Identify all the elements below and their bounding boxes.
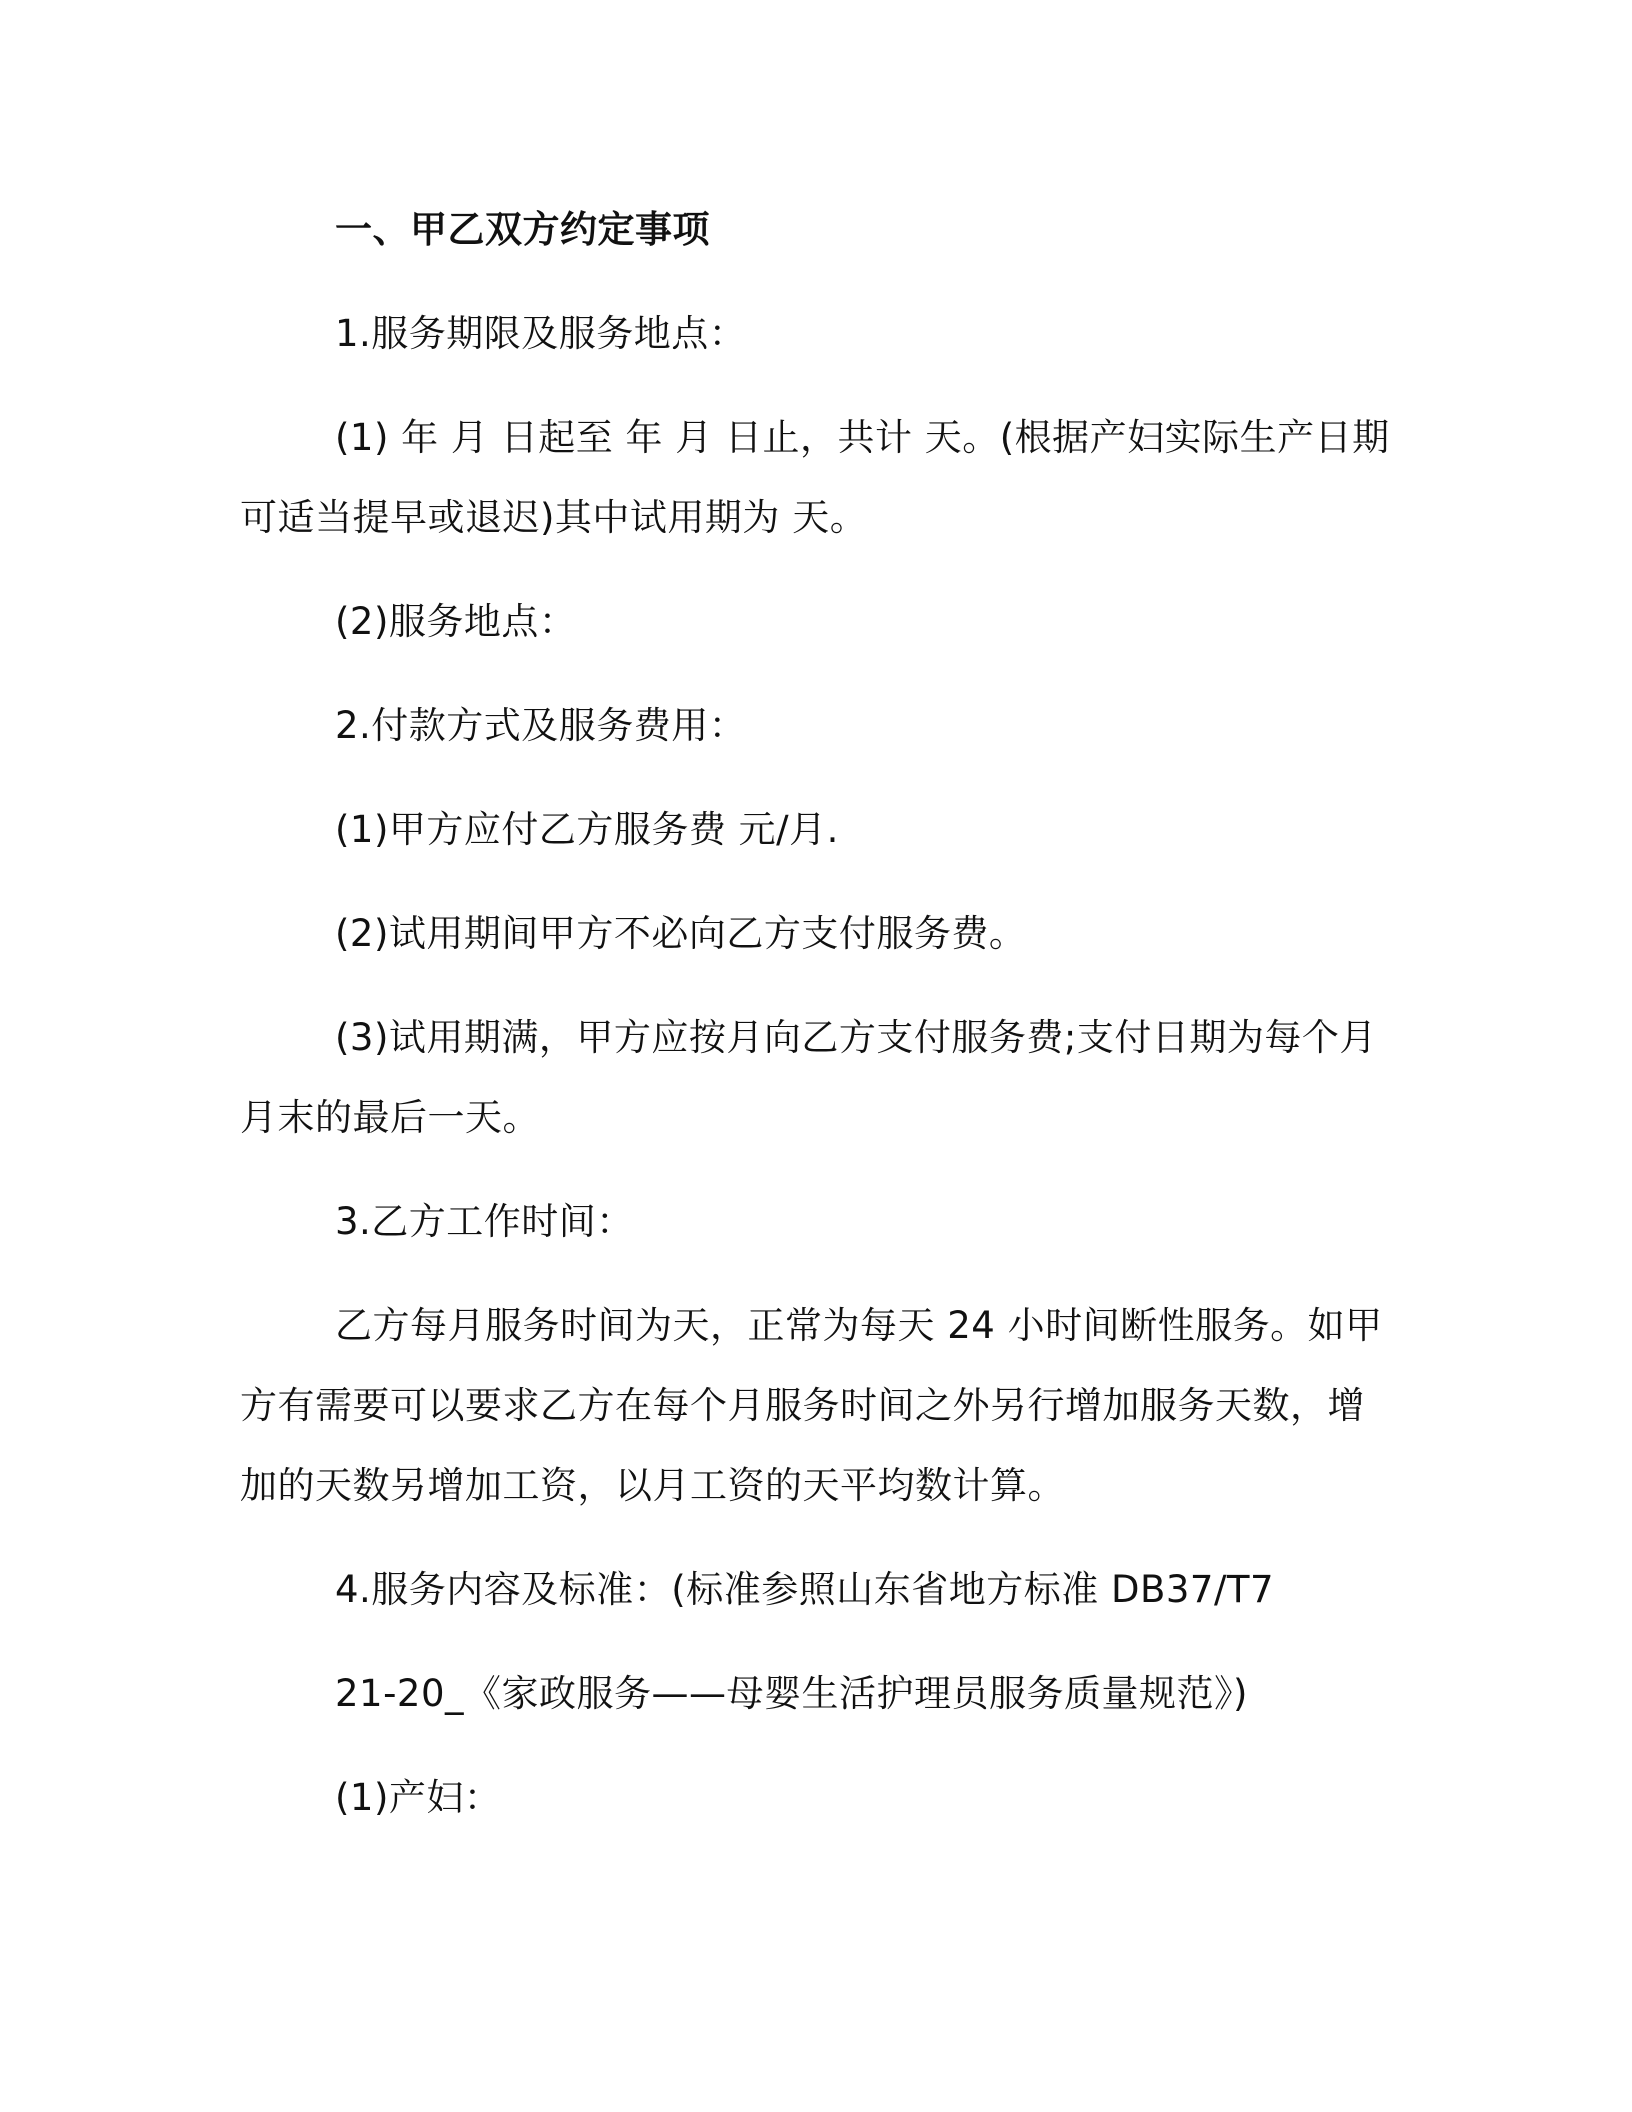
clause-2-title: 2.付款方式及服务费用： — [335, 704, 747, 747]
clause-2-item-1: (1)甲方应付乙方服务费 元/月. — [335, 808, 839, 851]
clause-1-item-2: (2)服务地点： — [335, 600, 577, 643]
clause-1-item-1: (1) 年 月 日起至 年 月 日止，共计 天。(根据产妇实际生产日期可适当提早或退迟)其中试用期为 天。 — [240, 416, 1390, 539]
clause-4-standard: 21-20_《家政服务——母婴生活护理员服务质量规范》) — [335, 1672, 1248, 1715]
clause-1-title: 1.服务期限及服务地点： — [335, 312, 747, 355]
clause-4-title: 4.服务内容及标准：(标准参照山东省地方标准 DB37/T7 — [335, 1568, 1275, 1611]
clause-4-item-1: (1)产妇： — [335, 1776, 502, 1819]
clause-3-title: 3.乙方工作时间： — [335, 1200, 634, 1243]
clause-2-item-2: (2)试用期间甲方不必向乙方支付服务费。 — [335, 912, 1027, 955]
section-heading: 一、甲乙双方约定事项 — [335, 208, 710, 251]
clause-2-item-3: (3)试用期满，甲方应按月向乙方支付服务费;支付日期为每个月月末的最后一天。 — [240, 1016, 1377, 1139]
document-page — [240, 190, 1390, 1862]
clause-3-body: 乙方每月服务时间为天，正常为每天 24 小时间断性服务。如甲方有需要可以要求乙方在每个月服务时间之外另行增加服务天数，增加的天数另增加工资，以月工资的天平均数计算。 — [240, 1304, 1383, 1507]
